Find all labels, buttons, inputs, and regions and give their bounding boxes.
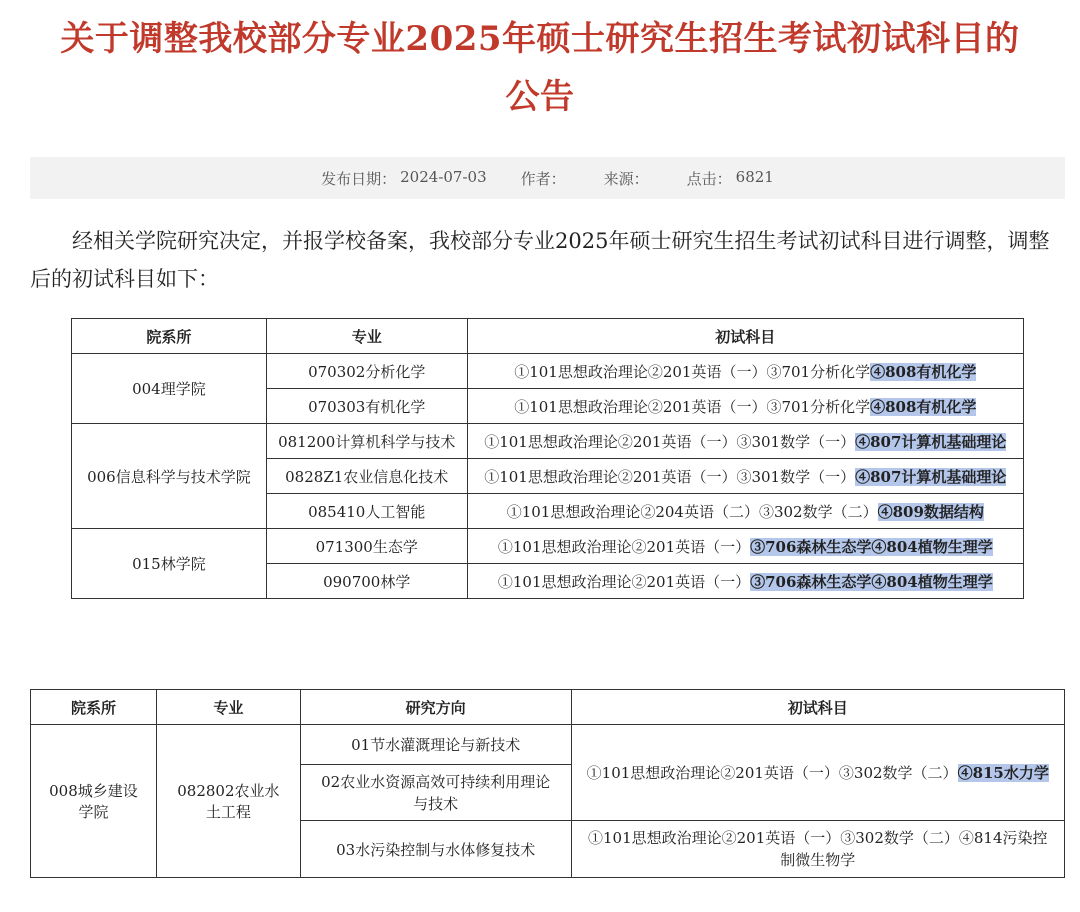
major-text: 082802农业水土工程 <box>177 782 280 821</box>
header-dept: 院系所 <box>72 319 267 354</box>
direction-cell: 01节水灌溉理论与新技术 <box>300 725 571 765</box>
header-subjects: 初试科目 <box>571 690 1064 725</box>
header-direction: 研究方向 <box>300 690 571 725</box>
header-subjects: 初试科目 <box>467 319 1023 354</box>
major-cell: 090700林学 <box>266 564 467 599</box>
subjects-highlight: ③706森林生态学④804植物生理学 <box>750 537 993 556</box>
subjects-cell <box>467 424 1023 459</box>
article-title-line-2: 公告 <box>505 77 575 117</box>
dept-cell: 004理学院 <box>72 354 267 424</box>
direction-cell: 02农业水资源高效可持续利用理论与技术 <box>300 765 571 821</box>
major-cell: 081200计算机科学与技术 <box>266 424 467 459</box>
table-header-row <box>31 690 1065 725</box>
subjects-table-2 <box>30 689 1065 878</box>
source-label: 来源： <box>603 169 649 188</box>
subjects-table-1 <box>71 318 1024 599</box>
table-row <box>72 529 1024 564</box>
subjects-highlight: ④808有机化学 <box>870 397 977 416</box>
subjects-text: ①101思想政治理论②201英语（一） <box>497 572 751 591</box>
article-title <box>0 10 1080 126</box>
source <box>604 168 653 189</box>
click-count-value: 6821 <box>735 167 774 186</box>
subjects-cell <box>467 494 1023 529</box>
article-meta-bar <box>30 157 1065 199</box>
subjects-highlight: ④815水力学 <box>957 763 1049 782</box>
subjects-highlight: ④809数据结构 <box>877 502 984 521</box>
major-cell: 085410人工智能 <box>266 494 467 529</box>
dept-cell: 006信息科学与技术学院 <box>72 424 267 529</box>
subjects-text: ①101思想政治理论②201英语（一）③701分析化学 <box>514 362 871 381</box>
dept-cell <box>31 725 157 878</box>
dept-text: 008城乡建设学院 <box>49 782 138 821</box>
header-major: 专业 <box>266 319 467 354</box>
subjects-highlight: ④807计算机基础理论 <box>855 432 1007 451</box>
major-cell: 070303有机化学 <box>266 389 467 424</box>
subjects-text: ①101思想政治理论②201英语（一）③301数学（一） <box>484 467 856 486</box>
subjects-highlight: ④808有机化学 <box>870 362 977 381</box>
direction-cell: 03水污染控制与水体修复技术 <box>300 821 571 878</box>
table-row <box>72 424 1024 459</box>
intro-paragraph: 经相关学院研究决定，并报学校备案，我校部分专业2025年硕士研究生招生考试初试科目进行调整，调整后的初试科目如下： <box>30 229 1050 291</box>
publish-date <box>321 168 487 189</box>
table-row <box>31 725 1065 765</box>
subjects-cell: ①101思想政治理论②201英语（一）③302数学（二）④814污染控制微生物学 <box>571 821 1064 878</box>
click-count-label: 点击： <box>686 169 732 188</box>
header-major: 专业 <box>156 690 300 725</box>
subjects-highlight: ③706森林生态学④804植物生理学 <box>750 572 993 591</box>
header-dept: 院系所 <box>31 690 157 725</box>
subjects-text: ①101思想政治理论②201英语（一）③302数学（二） <box>586 763 958 782</box>
major-cell <box>156 725 300 878</box>
subjects-cell <box>467 564 1023 599</box>
subjects-cell <box>467 459 1023 494</box>
major-cell: 071300生态学 <box>266 529 467 564</box>
article-title-line-1: 关于调整我校部分专业2025年硕士研究生招生考试初试科目的 <box>60 19 1020 59</box>
subjects-cell <box>467 529 1023 564</box>
click-count <box>687 168 774 189</box>
dept-cell: 015林学院 <box>72 529 267 599</box>
publish-date-label: 发布日期： <box>321 169 397 188</box>
subjects-cell <box>467 389 1023 424</box>
subjects-text: ①101思想政治理论②201英语（一）③301数学（一） <box>484 432 856 451</box>
table-row <box>72 354 1024 389</box>
table-header-row <box>72 319 1024 354</box>
subjects-highlight: ④807计算机基础理论 <box>855 467 1007 486</box>
major-cell: 0828Z1农业信息化技术 <box>266 459 467 494</box>
publish-date-value: 2024-07-03 <box>400 167 487 186</box>
author <box>521 168 570 189</box>
author-label: 作者： <box>520 169 566 188</box>
subjects-text: ①101思想政治理论②204英语（二）③302数学（二） <box>506 502 878 521</box>
subjects-cell <box>467 354 1023 389</box>
subjects-text: ①101思想政治理论②201英语（一）③701分析化学 <box>514 397 871 416</box>
subjects-cell <box>571 725 1064 821</box>
subjects-text: ①101思想政治理论②201英语（一） <box>497 537 751 556</box>
major-cell: 070302分析化学 <box>266 354 467 389</box>
